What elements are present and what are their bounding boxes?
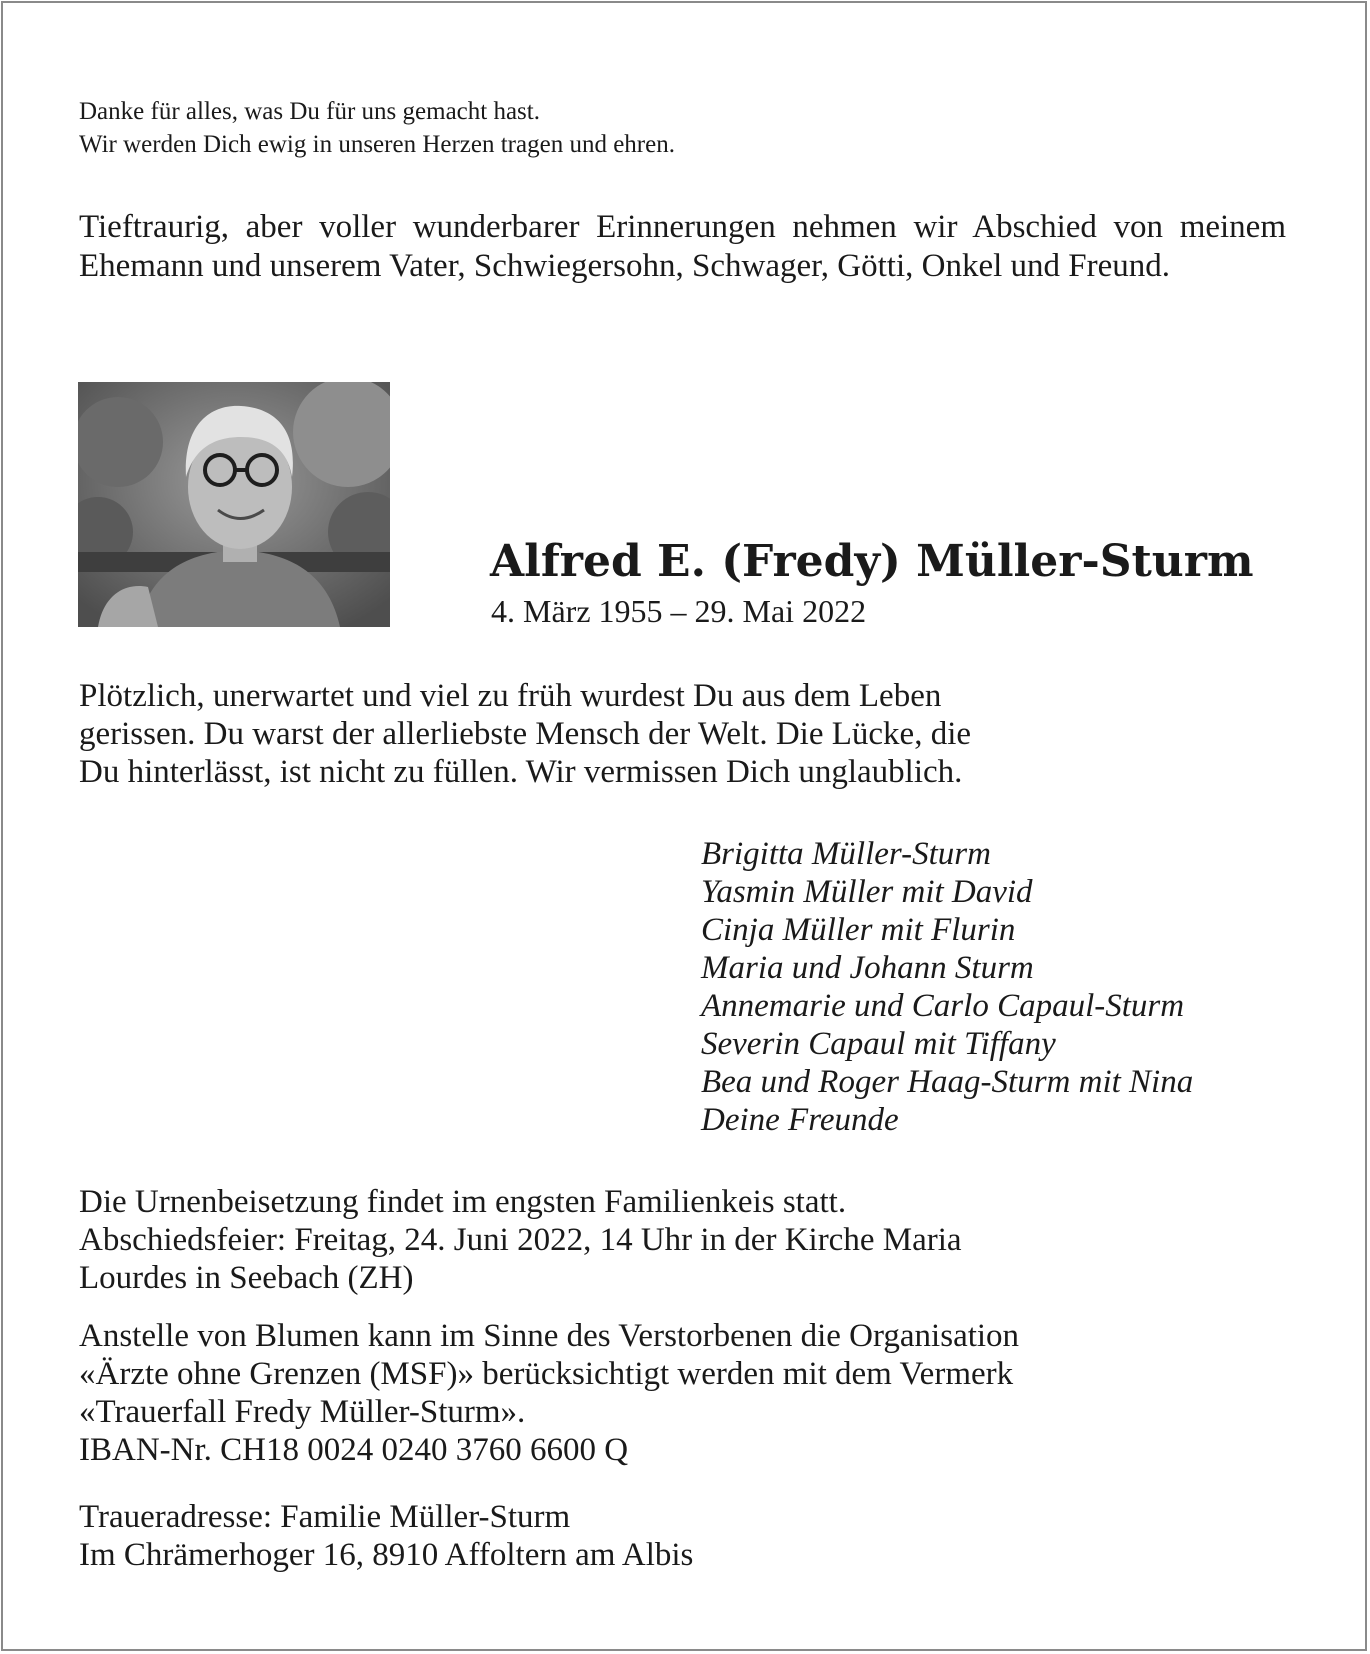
portrait-photo bbox=[78, 382, 390, 627]
obituary-frame bbox=[1, 1, 1367, 1651]
mourner-name: Yasmin Müller mit David bbox=[701, 874, 1033, 910]
tribute-text bbox=[79, 677, 1239, 791]
mourner-name: Severin Capaul mit Tiffany bbox=[701, 1026, 1056, 1062]
funeral-details bbox=[79, 1183, 962, 1297]
funeral-line: Die Urnenbeisetzung findet im engsten Familienkeis statt. bbox=[79, 1184, 847, 1220]
iban-line: IBAN-Nr. CH18 0024 0240 3760 6600 Q bbox=[79, 1432, 629, 1468]
address-line: Im Chrämerhoger 16, 8910 Affoltern am Albis bbox=[79, 1537, 694, 1573]
mourner-name: Maria und Johann Sturm bbox=[701, 950, 1034, 986]
donation-line: «Trauerfall Fredy Müller-Sturm». bbox=[79, 1394, 526, 1430]
mourning-address bbox=[79, 1498, 693, 1574]
tribute-line: Plötzlich, unerwartet und viel zu früh wurdest Du aus dem Leben bbox=[79, 678, 942, 714]
funeral-line: Abschiedsfeier: Freitag, 24. Juni 2022, 14 Uhr in der Kirche Maria bbox=[79, 1222, 962, 1258]
tribute-line: gerissen. Du warst der allerliebste Mensch der Welt. Die Lücke, die bbox=[79, 716, 972, 752]
tribute-line: Du hinterlässt, ist nicht zu füllen. Wir vermissen Dich unglaublich. bbox=[79, 754, 963, 790]
funeral-line: Lourdes in Seebach (ZH) bbox=[79, 1260, 414, 1296]
mourner-name: Brigitta Müller-Sturm bbox=[701, 836, 991, 872]
donation-line: «Ärzte ohne Grenzen (MSF)» berücksichtigt werden mit dem Vermerk bbox=[79, 1356, 1014, 1392]
donation-line: Anstelle von Blumen kann im Sinne des Verstorbenen die Organisation bbox=[79, 1318, 1020, 1354]
motto-line: Wir werden Dich ewig in unseren Herzen tragen und ehren. bbox=[79, 131, 675, 158]
mourner-name: Annemarie und Carlo Capaul-Sturm bbox=[701, 988, 1185, 1024]
mourners-list bbox=[701, 835, 1193, 1139]
motto bbox=[79, 95, 675, 161]
intro-text: Tieftraurig, aber voller wunderbarer Erinnerungen nehmen wir Abschied von meinem Ehemann und unserem Vater, Schwiegersohn, Schwager, Götti, Onkel und Freund. bbox=[79, 209, 1286, 284]
donation-details bbox=[79, 1317, 1019, 1469]
mourner-name: Deine Freunde bbox=[701, 1102, 899, 1138]
mourner-name: Cinja Müller mit Flurin bbox=[701, 912, 1016, 948]
life-dates: 4. März 1955 – 29. Mai 2022 bbox=[491, 593, 867, 629]
motto-line: Danke für alles, was Du für uns gemacht hast. bbox=[79, 98, 540, 125]
mourner-name: Bea und Roger Haag-Sturm mit Nina bbox=[701, 1064, 1194, 1100]
address-line: Traueradresse: Familie Müller-Sturm bbox=[79, 1499, 571, 1535]
deceased-name: Alfred E. (Fredy) Müller-Sturm bbox=[490, 536, 1254, 587]
